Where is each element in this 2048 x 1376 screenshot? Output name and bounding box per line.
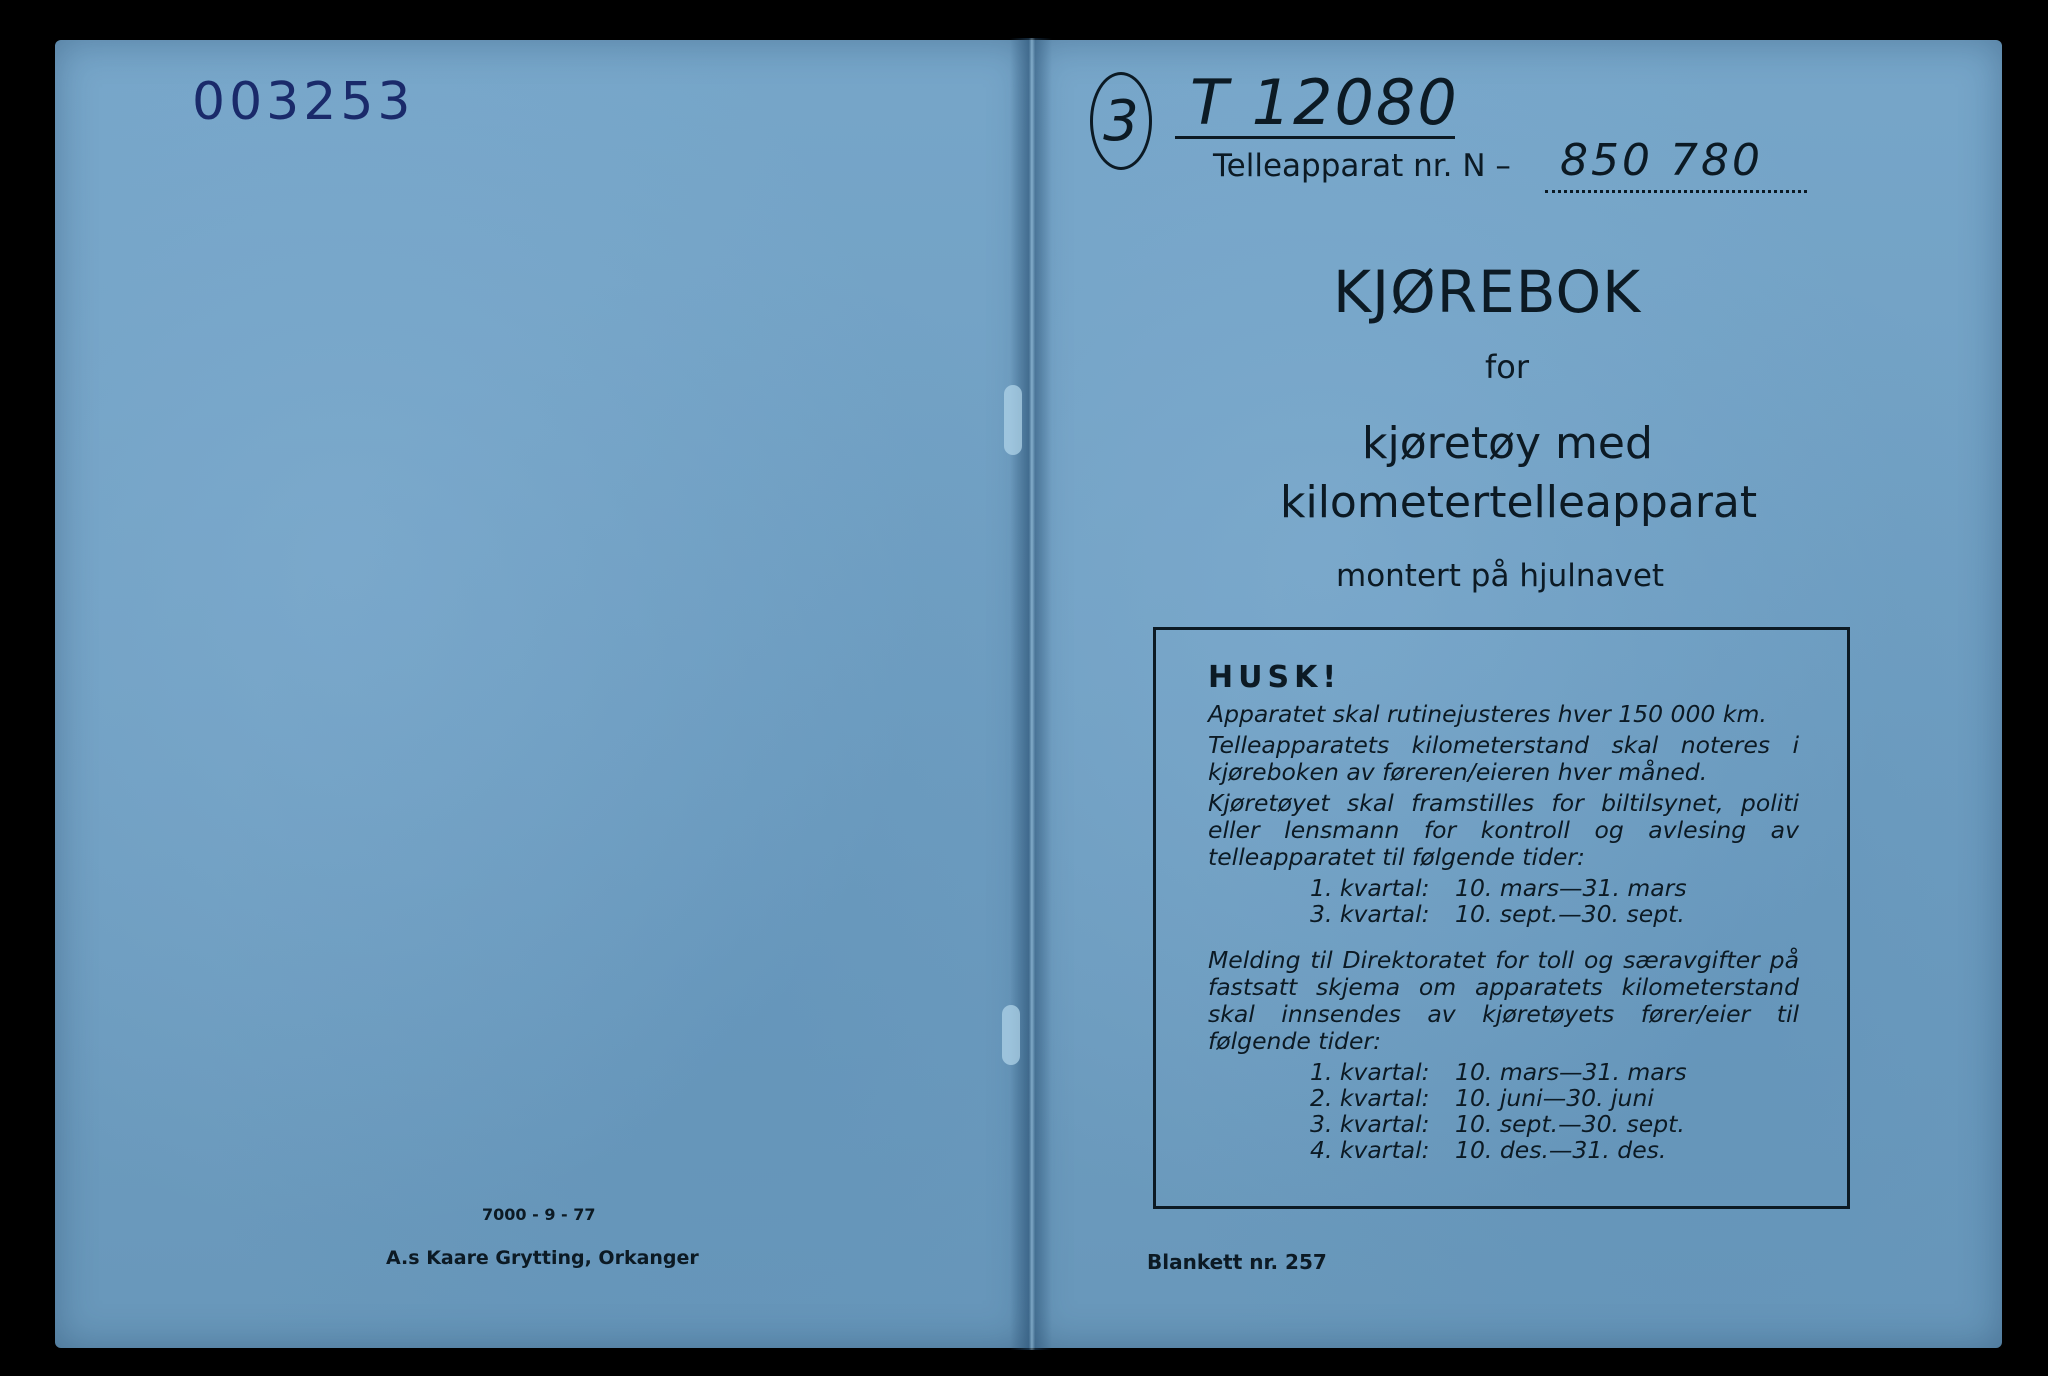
print-code: 7000 - 9 - 77 [482, 1205, 596, 1224]
schedule-row [1310, 901, 1799, 927]
counter-value: 850 780 [1560, 135, 1763, 186]
subtitle-line3: montert på hjulnavet [1336, 558, 1665, 594]
ref-underline [1175, 136, 1455, 139]
schedule-dates: 10. sept.—30. sept. [1455, 1110, 1685, 1138]
inspection-schedule [1208, 875, 1799, 927]
spine-stitch-top [1004, 385, 1022, 455]
counter-dotted-line [1545, 190, 1807, 193]
schedule-row [1310, 1111, 1799, 1137]
reminder-para-1: Apparatet skal rutinejusteres hver 150 000 km. [1208, 700, 1767, 728]
reminder-title: HUSK! [1208, 660, 1342, 695]
schedule-dates: 10. mars—31. mars [1455, 874, 1687, 902]
schedule-dates: 10. juni—30. juni [1455, 1084, 1654, 1112]
printer-name: A.s Kaare Grytting, Orkanger [386, 1247, 699, 1269]
circled-number [1090, 72, 1152, 170]
schedule-quarter: 3. kvartal: [1310, 900, 1430, 928]
schedule-row [1310, 875, 1799, 901]
subtitle-line2: kilometertelleapparat [1280, 477, 1758, 528]
schedule-dates: 10. mars—31. mars [1455, 1058, 1687, 1086]
archive-number: 003253 [192, 72, 415, 132]
book-title: KJØREBOK [1333, 258, 1642, 326]
schedule-quarter: 1. kvartal: [1310, 874, 1430, 902]
reminder-text-2 [1208, 947, 1799, 1055]
schedule-quarter: 2. kvartal: [1310, 1084, 1430, 1112]
schedule-quarter: 1. kvartal: [1310, 1058, 1430, 1086]
reporting-schedule [1208, 1059, 1799, 1163]
reminder-box [1153, 627, 1850, 1209]
schedule-row [1310, 1085, 1799, 1111]
circled-number-text: 3 [1103, 88, 1139, 154]
spine-stitch-bottom [1002, 1005, 1020, 1065]
reminder-para-3: Kjøretøyet skal framstilles for biltilsynet, politi eller lensmann for kontroll og avlesing av telleapparatet til følgende tider: [1208, 789, 1799, 871]
schedule-quarter: 4. kvartal: [1310, 1136, 1430, 1164]
counter-label: Telleapparat nr. N – [1213, 148, 1511, 184]
title-for: for [1485, 348, 1529, 386]
schedule-dates: 10. des.—31. des. [1455, 1136, 1667, 1164]
reminder-para-4: Melding til Direktoratet for toll og særavgifter på fastsatt skjema om apparatets kilometerstand skal innsendes av kjøretøyets fører/eier til følgende tider: [1208, 946, 1799, 1055]
form-number: Blankett nr. 257 [1147, 1250, 1327, 1274]
book-spine [1010, 38, 1052, 1350]
reminder-para-2: Telleapparatets kilometerstand skal noteres i kjøreboken av føreren/eieren hver måned. [1208, 731, 1799, 786]
schedule-row [1310, 1059, 1799, 1085]
schedule-row [1310, 1137, 1799, 1163]
schedule-quarter: 3. kvartal: [1310, 1110, 1430, 1138]
reminder-text [1208, 701, 1799, 871]
back-cover [55, 40, 1030, 1348]
handwritten-ref: T 12080 [1190, 66, 1459, 139]
schedule-dates: 10. sept.—30. sept. [1455, 900, 1685, 928]
subtitle-line1: kjøretøy med [1362, 418, 1653, 469]
